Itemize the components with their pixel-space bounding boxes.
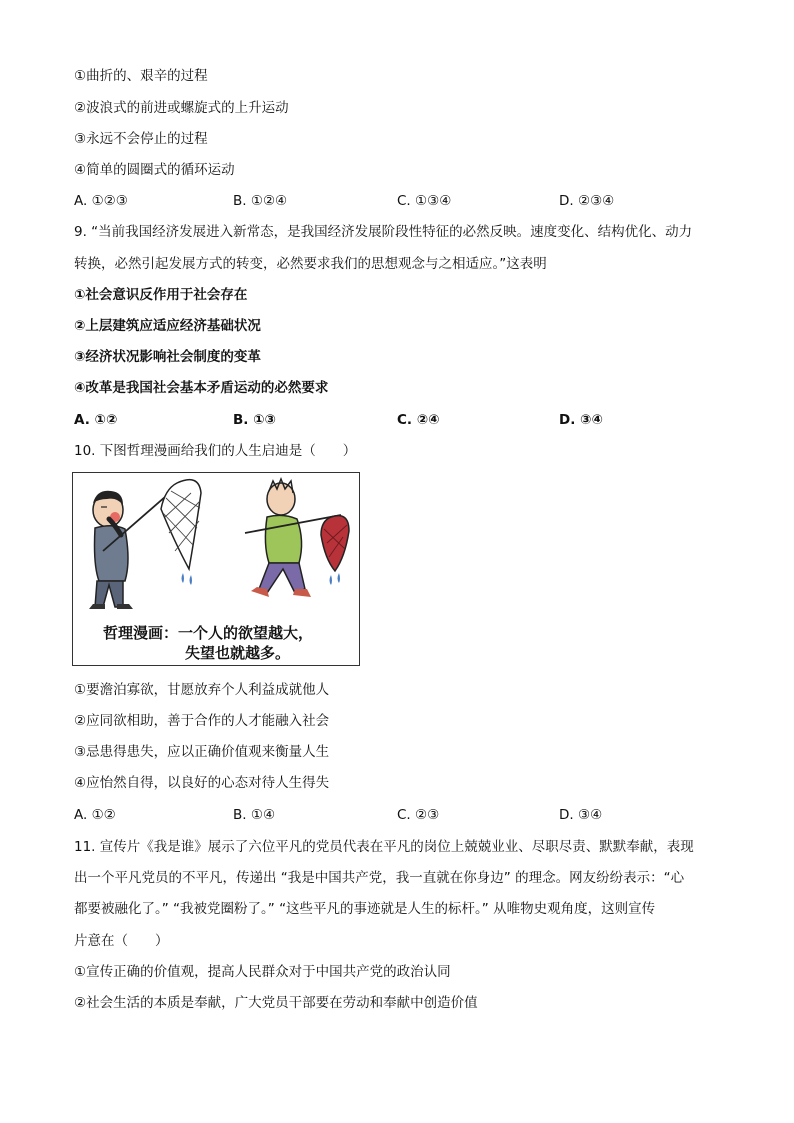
cartoon-caption-line-1: 哲理漫画：一个人的欲望越大， [103, 624, 314, 642]
q8-option-a: A. ①②③ [74, 193, 128, 209]
q8-option-d: D. ②③④ [559, 193, 615, 209]
q10-statement-4: ④应怡然自得，以良好的心态对待人生得失 [74, 775, 330, 791]
q9-statement-1: ①社会意识反作用于社会存在 [74, 287, 248, 303]
q9-statement-3: ③经济状况影响社会制度的变革 [74, 349, 261, 365]
q11-stem-line-2: 出一个平凡党员的不平凡，传递出 “我是中国共产党，我一直就在你身边” 的理念。网友纷纷表示：“心 [74, 870, 685, 886]
q9-statement-4: ④改革是我国社会基本矛盾运动的必然要求 [74, 380, 329, 396]
q11-statement-1: ①宣传正确的价值观，提高人民群众对于中国共产党的政治认同 [74, 964, 451, 980]
q11-stem-line-3: 都要被融化了。” “我被党圈粉了。” “这些平凡的事迹就是人生的标杆。” 从唯物史观角度，这则宣传 [74, 901, 656, 917]
q8-statement-4: ④简单的圆圈式的循环运动 [74, 162, 235, 178]
q10-stem: 10. 下图哲理漫画给我们的人生启迪是（ ） [74, 443, 357, 459]
q11-stem-line-4: 片意在（ ） [74, 933, 169, 949]
q8-statement-3: ③永远不会停止的过程 [74, 131, 208, 147]
q9-stem-line-2: 转换，必然引起发展方式的转变，必然要求我们的思想观念与之相适应。”这表明 [74, 256, 547, 272]
q8-option-b: B. ①②④ [233, 193, 288, 209]
cartoon-caption-line-2: 失望也就越多。 [185, 644, 291, 662]
q10-statement-2: ②应同欲相助，善于合作的人才能融入社会 [74, 713, 330, 729]
q10-option-b: B. ①④ [233, 807, 276, 823]
q9-option-d: D. ③④ [559, 412, 603, 428]
q9-option-c: C. ②④ [397, 412, 440, 428]
q10-option-a: A. ①② [74, 807, 116, 823]
q9-stem-line-1: 9. “当前我国经济发展进入新常态，是我国经济发展阶段性特征的必然反映。速度变化、结构优化、动力 [74, 224, 693, 240]
philosophy-cartoon [72, 472, 360, 666]
q11-statement-2: ②社会生活的本质是奉献，广大党员干部要在劳动和奉献中创造价值 [74, 995, 478, 1011]
q10-option-d: D. ③④ [559, 807, 603, 823]
q10-option-c: C. ②③ [397, 807, 440, 823]
q9-option-a: A. ①② [74, 412, 118, 428]
q9-statement-2: ②上层建筑应适应经济基础状况 [74, 318, 261, 334]
q8-statement-1: ①曲折的、艰辛的过程 [74, 68, 208, 84]
full-red-net [321, 516, 349, 585]
q9-option-b: B. ①③ [233, 412, 276, 428]
q10-statement-3: ③忌患得患失，应以正确价值观来衡量人生 [74, 744, 330, 760]
q8-statement-2: ②波浪式的前进或螺旋式的上升运动 [74, 100, 289, 116]
q11-stem-line-1: 11. 宣传片《我是谁》展示了六位平凡的党员代表在平凡的岗位上兢兢业业、尽职尽责、默默奉献，表现 [74, 839, 694, 855]
empty-net [161, 480, 201, 585]
q8-option-c: C. ①③④ [397, 193, 452, 209]
q10-statement-1: ①要澹泊寡欲，甘愿放弃个人利益成就他人 [74, 682, 330, 698]
